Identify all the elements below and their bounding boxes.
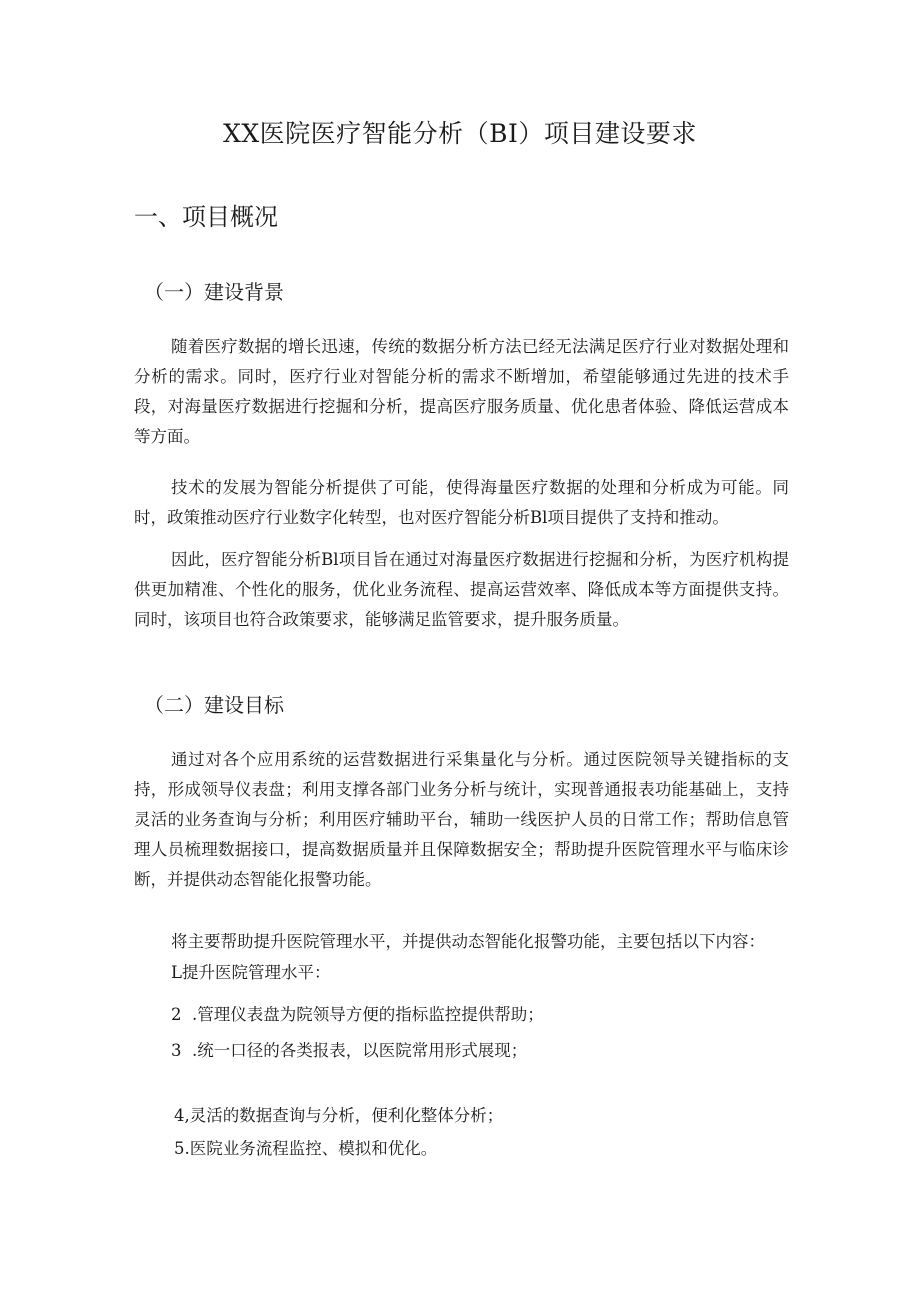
document-title: XX医院医疗智能分析（BI）项目建设要求: [223, 119, 697, 148]
list-item-3: 3 .统一口径的各类报表，以医院常用形式展现；: [171, 1041, 528, 1060]
list-item-5: 5.医院业务流程监控、模拟和优化。: [174, 1139, 438, 1158]
section-heading-overview: 一、项目概况: [134, 203, 278, 231]
subsection-heading-goals: （二）建设目标: [144, 693, 284, 717]
paragraph-goals-2: 将主要帮助提升医院管理水平，并提供动态智能化报警功能，主要包括以下内容：: [171, 932, 765, 951]
paragraph-goals-1: 通过对各个应用系统的运营数据进行采集量化与分析。通过医院领导关键指标的支持，形成领导仪表盘；利用支撑各部门业务分析与统计，实现普通报表功能基础上，支持灵活的业务查询与分析；利用医疗辅助平台，辅助一线医护人员的日常工作；帮助信息管理人员梳理数据接口，提高数据质量并且保障数据安全；帮助提升医院管理水平与临床诊断，并提供动态智能化报警功能。: [134, 750, 789, 889]
paragraph-background-2: 技术的发展为智能分析提供了可能，使得海量医疗数据的处理和分析成为可能。同时，政策推动医疗行业数字化转型，也对医疗智能分析Bl项目提供了支持和推动。: [134, 478, 789, 527]
list-item-2: 2 .管理仪表盘为院领导方便的指标监控提供帮助；: [171, 1005, 544, 1024]
list-item-1: L提升医院管理水平：: [171, 963, 331, 982]
subsection-heading-background: （一）建设背景: [144, 280, 284, 304]
list-item-4: 4,灵活的数据查询与分析，便利化整体分析；: [174, 1106, 504, 1125]
paragraph-background-1: 随着医疗数据的增长迅速，传统的数据分析方法已经无法满足医疗行业对数据处理和分析的需求。同时，医疗行业对智能分析的需求不断增加，希望能够通过先进的技术手段，对海量医疗数据进行挖掘和分析，提高医疗服务质量、优化患者体验、降低运营成本等方面。: [134, 337, 789, 446]
paragraph-background-3: 因此，医疗智能分析Bl项目旨在通过对海量医疗数据进行挖掘和分析，为医疗机构提供更加精准、个性化的服务，优化业务流程、提高运营效率、降低成本等方面提供支持。同时，该项目也符合政策要求，能够满足监管要求，提升服务质量。: [134, 550, 789, 629]
